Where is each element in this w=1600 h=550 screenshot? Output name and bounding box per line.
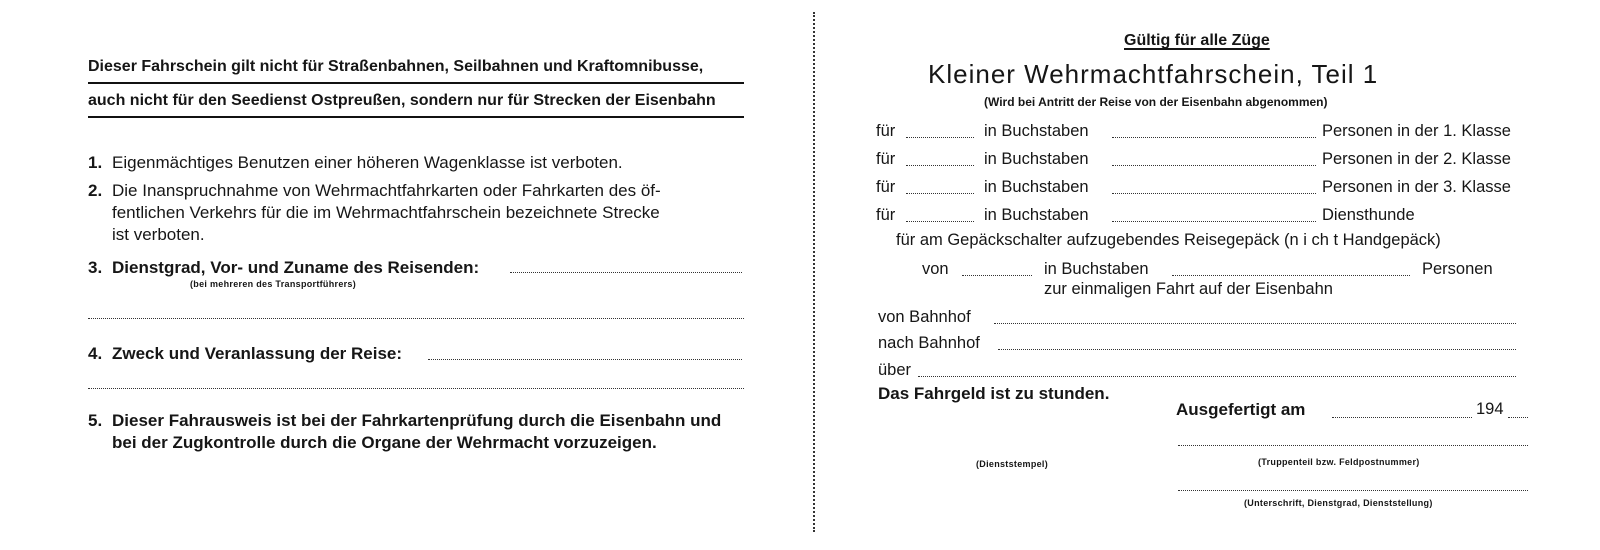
rule-text-line1: Dieser Fahrausweis ist bei der Fahrkartenprüfung durch die Eisenbahn und [112,411,722,430]
fuer-label: für [876,206,896,224]
class2-words-field[interactable] [1112,165,1316,166]
rule-item-5 [88,410,756,456]
to-station-label: nach Bahnhof [878,334,980,352]
in-letters-label: in Buchstaben [984,206,1089,224]
luggage-von-label: von [922,260,949,278]
rule-item-1 [88,152,748,176]
rule-text-line3: ist verboten. [112,225,205,244]
signature-caption: (Unterschrift, Dienstgrad, Dienststellung) [1244,498,1433,508]
dogs-words-field[interactable] [1112,221,1316,222]
rule-number: 3. [88,258,103,277]
traveler-name-label: Dienstgrad, Vor- und Zuname des Reisenden: [112,258,480,277]
issue-year: 194 [1476,400,1504,418]
class1-label: Personen in der 1. Klasse [1322,122,1511,140]
traveler-name-field[interactable] [510,272,742,273]
in-letters-label: in Buchstaben [984,122,1089,140]
rule-item-4 [88,343,748,367]
rule-number: 2. [88,181,103,200]
dogs-count-field[interactable] [906,221,974,222]
from-station-label: von Bahnhof [878,308,971,326]
class2-label: Personen in der 2. Klasse [1322,150,1511,168]
luggage-count-field[interactable] [962,275,1032,276]
in-letters-label: in Buchstaben [984,178,1089,196]
transport-leader-note: (bei mehreren des Transportführers) [190,279,357,289]
class3-words-field[interactable] [1112,193,1316,194]
trip-purpose-label: Zweck und Veranlassung der Reise: [112,344,403,363]
class3-count-field[interactable] [906,193,974,194]
signature-field[interactable] [1178,490,1528,491]
header-underline-2 [88,116,744,118]
single-trip-text: zur einmaligen Fahrt auf der Eisenbahn [1044,280,1333,298]
luggage-persons-label: Personen [1422,260,1493,278]
class3-label: Personen in der 3. Klasse [1322,178,1511,196]
rule-number: 1. [88,153,103,172]
luggage-text: für am Gepäckschalter aufzugebendes Reisegepäck (n i ch t Handgepäck) [896,231,1441,249]
ticket-subtitle: (Wird bei Antritt der Reise von der Eisenbahn abgenommen) [984,95,1328,109]
perforation-line [813,12,815,532]
class1-count-field[interactable] [906,137,974,138]
rule-item-3 [88,257,748,281]
rule-text: Eigenmächtiges Benutzen einer höheren Wagenklasse ist verboten. [112,153,623,172]
traveler-name-field-continued[interactable] [88,318,744,319]
rule-item-2 [88,180,748,246]
trip-purpose-field-continued[interactable] [88,388,744,389]
ticket-title: Kleiner Wehrmachtfahrschein, Teil 1 [928,59,1379,89]
class2-count-field[interactable] [906,165,974,166]
unit-caption: (Truppenteil bzw. Feldpostnummer) [1258,457,1420,467]
restriction-header-line1: Dieser Fahrschein gilt nicht für Straßenbahnen, Seilbahnen und Kraftomnibusse, [88,58,704,75]
class1-words-field[interactable] [1112,137,1316,138]
rule-text-line1: Die Inanspruchnahme von Wehrmachtfahrkarten oder Fahrkarten des öf- [112,181,661,200]
fuer-label: für [876,122,896,140]
via-field[interactable] [918,376,1516,377]
unit-field[interactable] [1178,445,1528,446]
trip-purpose-field[interactable] [428,359,742,360]
rule-text-line2: bei der Zugkontrolle durch die Organe der Wehrmacht vorzuzeigen. [112,433,657,452]
restriction-header-line2: auch nicht für den Seedienst Ostpreußen, sondern nur für Strecken der Eisenbahn [88,92,716,109]
issued-label: Ausgefertigt am [1176,400,1306,419]
in-letters-label: in Buchstaben [1044,260,1149,278]
service-dogs-label: Diensthunde [1322,206,1415,224]
rule-text-line2: fentlichen Verkehrs für die im Wehrmachtfahrschein bezeichnete Strecke [112,203,660,222]
rule-number: 4. [88,344,103,363]
rule-number: 5. [88,411,103,430]
via-label: über [878,361,912,379]
in-letters-label: in Buchstaben [984,150,1089,168]
issue-date-field[interactable] [1332,417,1472,418]
validity-heading: Gültig für alle Züge [1124,32,1270,49]
header-underline-1 [88,82,744,84]
fuer-label: für [876,178,896,196]
issue-year-field[interactable] [1508,417,1528,418]
fuer-label: für [876,150,896,168]
to-station-field[interactable] [998,349,1516,350]
stamp-caption: (Dienststempel) [976,459,1049,469]
fare-deferral-note: Das Fahrgeld ist zu stunden. [878,384,1110,403]
luggage-words-field[interactable] [1172,275,1410,276]
from-station-field[interactable] [994,323,1516,324]
